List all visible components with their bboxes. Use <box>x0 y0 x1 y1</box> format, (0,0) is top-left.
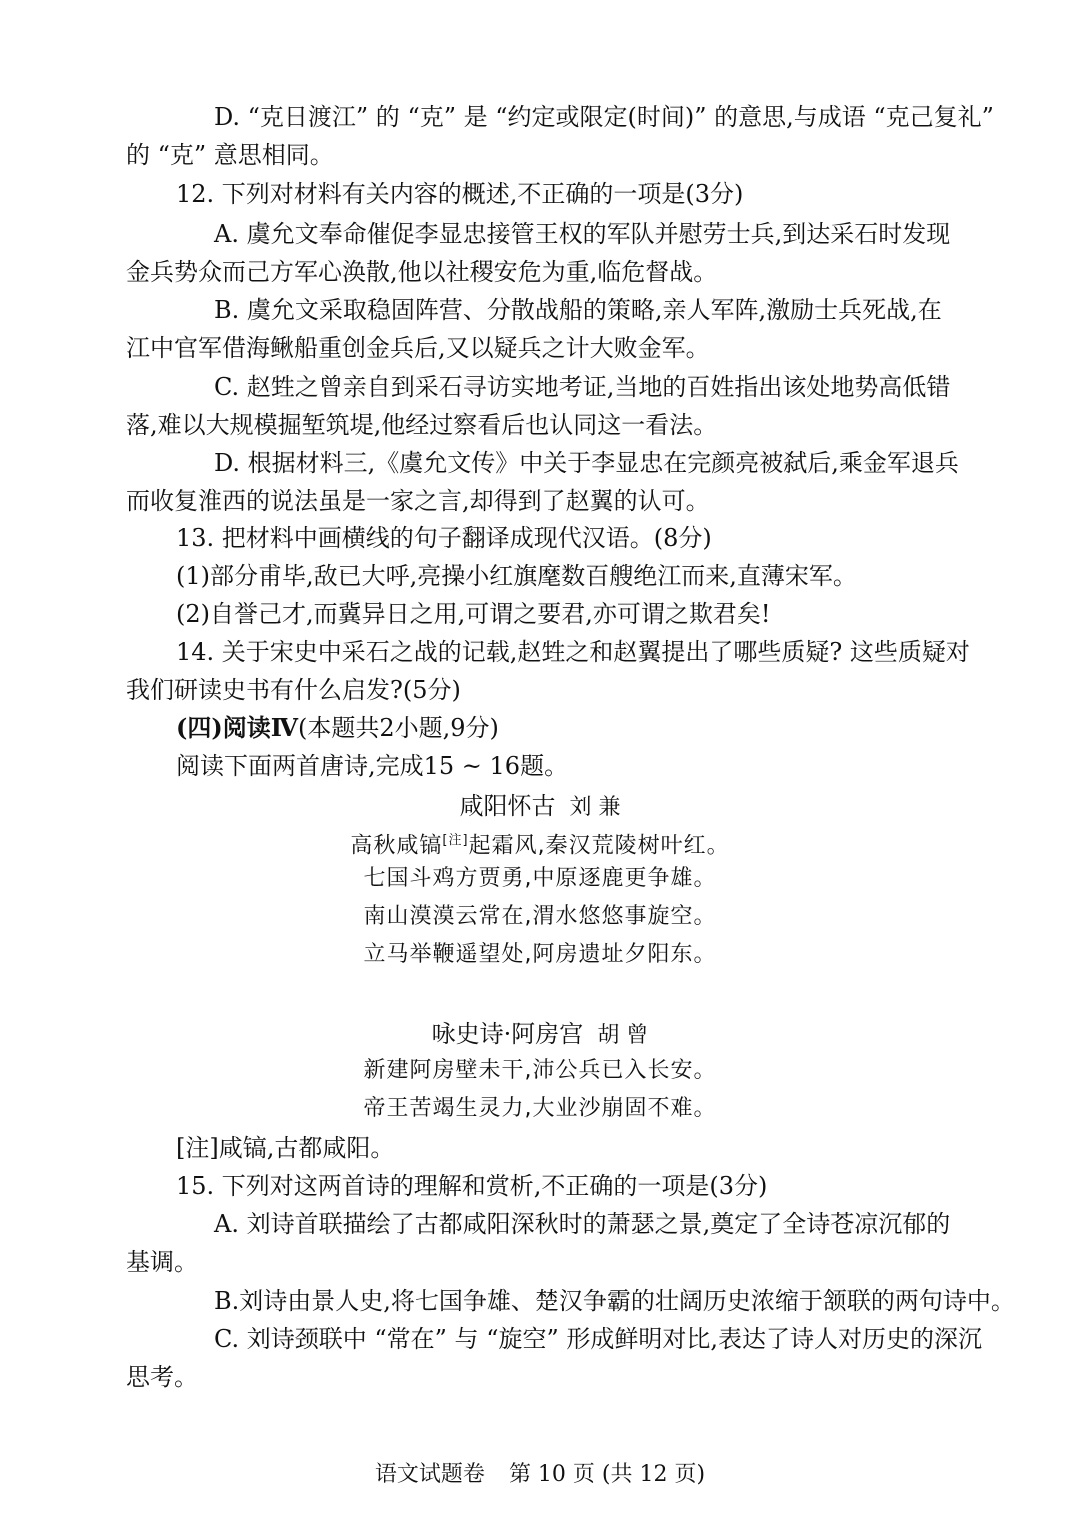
poem2-author: 胡 曾 <box>597 1023 649 1048</box>
q14-stem-line1: 14. 关于宋史中采石之战的记载,赵甡之和赵翼提出了哪些质疑? 这些质疑对 <box>176 638 970 666</box>
poem2-heading <box>0 1015 1080 1055</box>
q12-option-d-line1: D. 根据材料三,《虞允文传》中关于李显忠在完颜亮被弑后,乘金军退兵 <box>214 449 959 477</box>
q12-option-b-line2: 江中官军借海鳅船重创金兵后,又以疑兵之计大败金军。 <box>126 334 710 362</box>
poem1-line2: 七国斗鸡方贾勇,中原逐鹿更争雄。 <box>363 866 717 891</box>
poem1-line3: 南山漠漠云常在,渭水悠悠事旋空。 <box>363 904 717 929</box>
q11-option-d-line1: D. “克日渡江” 的 “克” 是 “约定或限定(时间)” 的意思,与成语 “克己复礼” <box>214 103 994 131</box>
q15-option-b-line1: B.刘诗由景人史,将七国争雄、楚汉争霸的壮阔历史浓缩于颔联的两句诗中。 <box>214 1287 1015 1315</box>
poem-footnote: [注]咸镐,古都咸阳。 <box>176 1134 395 1162</box>
poem1-title: 咸阳怀古 <box>459 792 556 820</box>
q15-option-a-line2: 基调。 <box>126 1248 198 1276</box>
poem1-line1-end: 起霜风,秦汉荒陵树叶红。 <box>468 833 730 859</box>
section-heading-detail: (本题共2小题,9分) <box>297 714 499 742</box>
q14-stem-line2: 我们研读史书有什么启发?(5分) <box>126 676 461 704</box>
q15-option-c-line2: 思考。 <box>126 1363 198 1391</box>
section-heading-label: (四)阅读Ⅳ <box>176 713 298 742</box>
q12-option-c-line2: 落,难以大规模掘堑筑堤,他经过察看后也认同这一看法。 <box>126 411 718 439</box>
poem1-line4: 立马举鞭遥望处,阿房遗址夕阳东。 <box>363 942 717 967</box>
q13-sentence-2: (2)自誉己才,而冀异日之用,可谓之要君,亦可谓之欺君矣! <box>176 600 771 628</box>
poem2-line1: 新建阿房壁未干,沛公兵已入长安。 <box>363 1058 717 1083</box>
q12-option-a-line1: A. 虞允文奉命催促李显忠接管王权的军队并慰劳士兵,到达采石时发现 <box>214 220 951 248</box>
poem2-line2: 帝王苦竭生灵力,大业沙崩固不难。 <box>363 1096 717 1121</box>
q15-option-a-line1: A. 刘诗首联描绘了古都咸阳深秋时的萧瑟之景,奠定了全诗苍凉沉郁的 <box>214 1210 951 1238</box>
q12-option-c-line1: C. 赵甡之曾亲自到采石寻访实地考证,当地的百姓指出该处地势高低错 <box>214 373 951 401</box>
poem1-line1-start: 高秋咸镐 <box>350 833 443 859</box>
page-footer <box>0 1458 1080 1492</box>
q15-stem: 15. 下列对这两首诗的理解和赏析,不正确的一项是(3分) <box>176 1172 768 1200</box>
poem2-title: 咏史诗·阿房宫 <box>431 1020 584 1048</box>
footer-exam-name: 语文试题卷 <box>374 1462 485 1487</box>
poem1-line1 <box>0 823 1080 864</box>
q12-option-b-line1: B. 虞允文采取稳固阵营、分散战船的策略,亲人军阵,激励士兵死战,在 <box>214 296 942 324</box>
section-intro: 阅读下面两首唐诗,完成15 ~ 16题。 <box>176 752 569 780</box>
q13-sentence-1: (1)部分甫毕,敌已大呼,亮操小红旗麾数百艘绝江而来,直薄宋军。 <box>176 562 857 590</box>
poem1-author: 刘 兼 <box>569 795 621 820</box>
q11-option-d-line2: 的 “克” 意思相同。 <box>126 141 334 169</box>
q12-option-d-line2: 而收复淮西的说法虽是一家之言,却得到了赵翼的认可。 <box>126 487 710 515</box>
poem1-heading <box>0 787 1080 827</box>
q15-option-c-line1: C. 刘诗颈联中 “常在” 与 “旋空” 形成鲜明对比,表达了诗人对历史的深沉 <box>214 1325 982 1353</box>
q13-stem: 13. 把材料中画横线的句子翻译成现代汉语。(8分) <box>176 524 712 552</box>
footer-page-number: 第 10 页 (共 12 页) <box>508 1462 706 1487</box>
section-heading <box>176 709 499 747</box>
q12-option-a-line2: 金兵势众而己方军心涣散,他以社稷安危为重,临危督战。 <box>126 258 718 286</box>
q12-stem: 12. 下列对材料有关内容的概述,不正确的一项是(3分) <box>176 180 744 208</box>
poem1-note-marker: [注] <box>442 833 469 848</box>
